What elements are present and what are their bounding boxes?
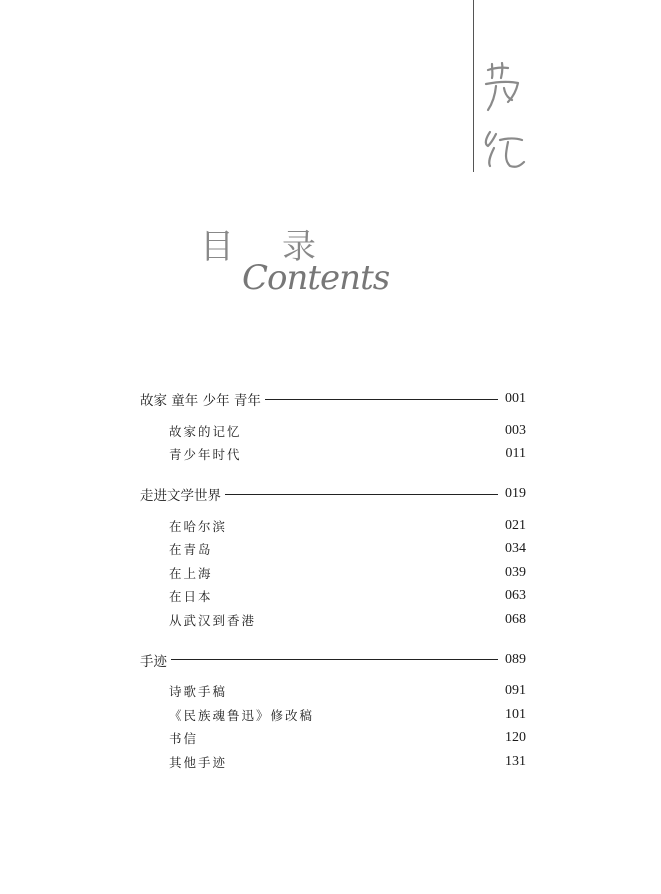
toc-entry[interactable] [140, 750, 526, 774]
toc-section-row[interactable] [140, 483, 526, 505]
toc-entry-title: 青少年时代 [169, 447, 242, 463]
toc-section-title: 故家 童年 少年 青年 [140, 393, 261, 409]
toc-section-rule [265, 399, 498, 400]
toc-entry-title: 在哈尔滨 [169, 518, 228, 534]
toc-entry-page: 011 [505, 446, 526, 462]
toc-entry-title: 在青岛 [169, 542, 213, 558]
table-of-contents [140, 388, 526, 791]
handwritten-signature [478, 62, 526, 172]
toc-entry-title: 诗歌手稿 [169, 684, 228, 700]
toc-section-page: 001 [505, 391, 526, 406]
toc-entry-title: 在上海 [169, 565, 213, 581]
toc-entry[interactable] [140, 680, 526, 704]
toc-heading-char-2: 录 [282, 227, 316, 267]
toc-section-row[interactable] [140, 388, 526, 410]
toc-entry-title: 《民族魂鲁迅》修改稿 [169, 707, 315, 723]
toc-entry[interactable] [140, 538, 526, 562]
toc-entry-page: 039 [505, 564, 526, 580]
toc-entry-title: 从武汉到香港 [169, 612, 257, 628]
toc-section-rule [171, 659, 498, 660]
toc-entry-title: 书信 [169, 731, 199, 747]
toc-entry[interactable] [140, 608, 526, 632]
toc-entry[interactable] [140, 443, 526, 467]
toc-section-title: 走进文学世界 [140, 488, 221, 504]
header-divider-line [473, 0, 474, 172]
toc-entry-page: 021 [505, 517, 526, 533]
toc-entry-title: 在日本 [169, 589, 213, 605]
toc-entry-page: 120 [505, 730, 526, 746]
toc-entry-title: 故家的记忆 [169, 423, 242, 439]
toc-entry[interactable] [140, 419, 526, 443]
toc-section [140, 388, 526, 466]
toc-entry[interactable] [140, 514, 526, 538]
toc-section-page: 089 [505, 651, 526, 667]
toc-entry[interactable] [140, 561, 526, 585]
toc-section-rule [225, 494, 498, 495]
toc-entry[interactable] [140, 585, 526, 609]
toc-entry[interactable] [140, 727, 526, 751]
toc-entry-title: 其他手迹 [169, 754, 228, 770]
toc-entry-page: 063 [505, 588, 526, 604]
toc-entry-page: 091 [505, 683, 526, 699]
toc-entry-page: 034 [505, 541, 526, 557]
toc-entry-page: 131 [505, 753, 526, 769]
toc-entry-page: 003 [505, 422, 526, 438]
toc-section-row[interactable] [140, 649, 526, 671]
toc-section [140, 649, 526, 774]
toc-entry-page: 068 [505, 611, 526, 627]
toc-section [140, 483, 526, 632]
toc-entry-page: 101 [505, 706, 526, 722]
toc-heading-en: Contents [242, 258, 390, 298]
toc-section-title: 手迹 [140, 653, 167, 670]
toc-heading-char-1: 目 [200, 227, 234, 267]
toc-entry[interactable] [140, 703, 526, 727]
toc-section-page: 019 [505, 486, 526, 501]
